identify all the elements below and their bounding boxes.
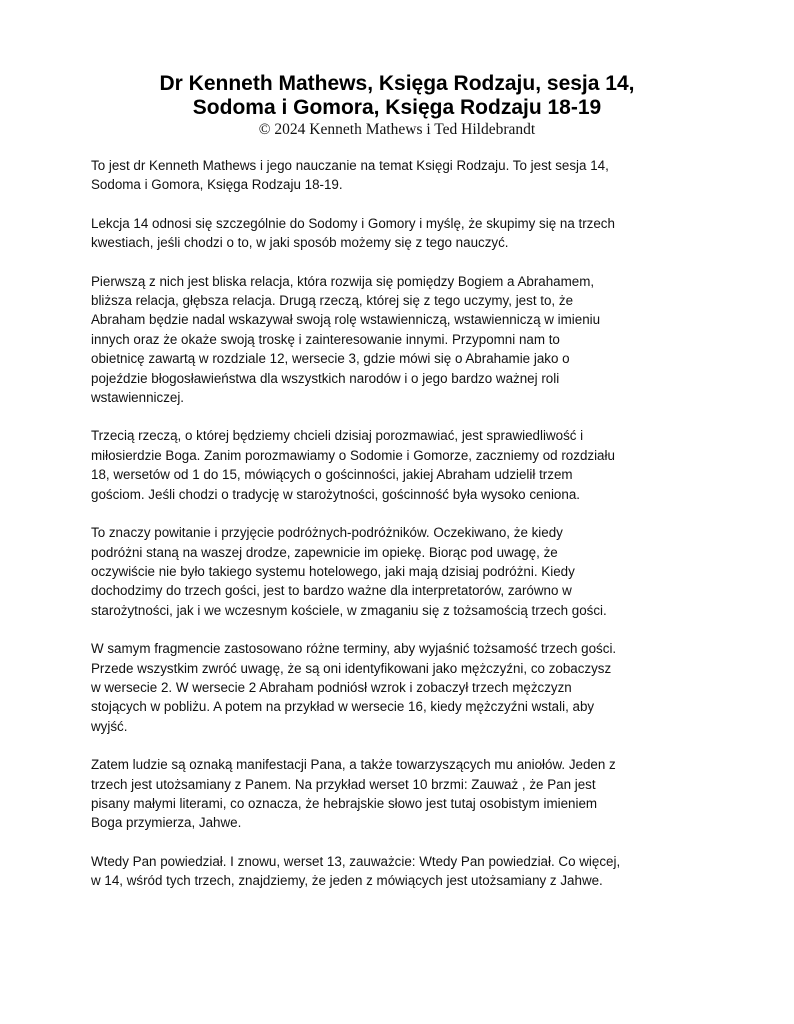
- paragraph-line: Pierwszą z nich jest bliska relacja, która rozwija się pomiędzy Bogiem a Abrahamem,: [91, 273, 595, 289]
- paragraph-line: pisany małymi literami, co oznacza, że hebrajskie słowo jest tutaj osobistym imieniem: [91, 795, 598, 811]
- paragraph-line: Boga przymierza, Jahwe.: [91, 815, 242, 831]
- paragraph-line: Wtedy Pan powiedział. I znowu, werset 13, zauważcie: Wtedy Pan powiedział. Co więcej,: [91, 853, 621, 869]
- paragraph-line: podróżni staną na waszej drodze, zapewnicie im opiekę. Biorąc pod uwagę, że: [91, 544, 558, 560]
- paragraph-line: innych oraz że okaże swoją troskę i zainteresowanie innymi. Przypomni nam to: [91, 331, 560, 347]
- paragraph-line: Sodoma i Gomora, Księga Rodzaju 18-19.: [91, 177, 343, 193]
- paragraph-line: w 14, wśród tych trzech, znajdziemy, że jeden z mówiących jest utożsamiany z Jahwe.: [91, 873, 603, 889]
- paragraph-line: Abraham będzie nadal wskazywał swoją rolę wstawienniczą, wstawienniczą w imieniu: [91, 312, 601, 328]
- paragraph-line: stojących w pobliżu. A potem na przykład w wersecie 16, kiedy mężczyźni wstali, aby: [91, 699, 595, 715]
- paragraph-line: w wersecie 2. W wersecie 2 Abraham podniósł wzrok i zobaczył trzech mężczyzn: [91, 679, 572, 695]
- paragraph-line: oczywiście nie było takiego systemu hotelowego, jaki mają dzisiaj podróżni. Kiedy: [91, 563, 575, 579]
- paragraph: [91, 755, 707, 833]
- paragraph-line: Trzecią rzeczą, o której będziemy chcieli dzisiaj porozmawiać, jest sprawiedliwość i: [91, 428, 584, 444]
- paragraph-line: bliższa relacja, głębsza relacja. Drugą rzeczą, której się z tego uczymy, jest to, że: [91, 293, 574, 309]
- paragraph: [91, 214, 707, 253]
- paragraph: [91, 156, 707, 195]
- paragraph: [91, 639, 707, 736]
- paragraph-line: To jest dr Kenneth Mathews i jego nauczanie na temat Księgi Rodzaju. To jest sesja 14,: [91, 158, 609, 173]
- paragraph-line: obietnicę zawartą w rozdziale 12, wersecie 3, gdzie mówi się o Abrahamie jako o: [91, 351, 570, 367]
- title-line-1: Dr Kenneth Mathews, Księga Rodzaju, sesja 14,: [159, 72, 635, 95]
- paragraph-line: gościom. Jeśli chodzi o tradycję w starożytności, gościnność była wysoko ceniona.: [91, 486, 580, 502]
- paragraph: [91, 852, 707, 891]
- document-body: [91, 156, 707, 910]
- paragraph-line: kwestiach, jeśli chodzi o to, w jaki sposób możemy się z tego nauczyć.: [91, 235, 509, 251]
- paragraph-line: Zatem ludzie są oznaką manifestacji Pana, a także towarzyszących mu aniołów. Jeden z: [91, 757, 616, 773]
- paragraph-line: Przede wszystkim zwróć uwagę, że są oni identyfikowani jako mężczyźni, co zobaczysz: [91, 660, 612, 676]
- paragraph-line: starożytności, jak i we wczesnym kościele, w zmaganiu się z tożsamością trzech gości.: [91, 602, 607, 618]
- paragraph-line: trzech jest utożsamiany z Panem. Na przykład werset 10 brzmi: Zauważ , że Pan jest: [91, 776, 596, 792]
- paragraph-line: pojeździe błogosławieństwa dla wszystkich narodów i o jego bardzo ważnej roli: [91, 370, 560, 386]
- document-title: [0, 72, 794, 120]
- copyright-notice: © 2024 Kenneth Mathews i Ted Hildebrandt: [258, 121, 536, 138]
- paragraph: [91, 272, 707, 408]
- paragraph-line: miłosierdzie Boga. Zanim porozmawiamy o Sodomie i Gomorze, zaczniemy od rozdziału: [91, 447, 615, 463]
- paragraph-line: To znaczy powitanie i przyjęcie podróżnych-podróżników. Oczekiwano, że kiedy: [91, 525, 563, 541]
- paragraph-line: wstawienniczej.: [91, 390, 185, 406]
- paragraph-line: dochodzimy do trzech gości, jest to bardzo ważne dla interpretatorów, zarówno w: [91, 583, 572, 599]
- title-line-2: Sodoma i Gomora, Księga Rodzaju 18-19: [192, 96, 602, 119]
- paragraph-line: W samym fragmencie zastosowano różne terminy, aby wyjaśnić tożsamość trzech gości.: [91, 641, 617, 657]
- paragraph-line: wyjść.: [91, 718, 128, 734]
- paragraph: [91, 523, 707, 620]
- paragraph-line: 18, wersetów od 1 do 15, mówiących o gościnności, jakiej Abraham udzielił trzem: [91, 467, 573, 483]
- paragraph: [91, 426, 707, 504]
- paragraph-line: Lekcja 14 odnosi się szczególnie do Sodomy i Gomory i myślę, że skupimy się na trzech: [91, 215, 615, 231]
